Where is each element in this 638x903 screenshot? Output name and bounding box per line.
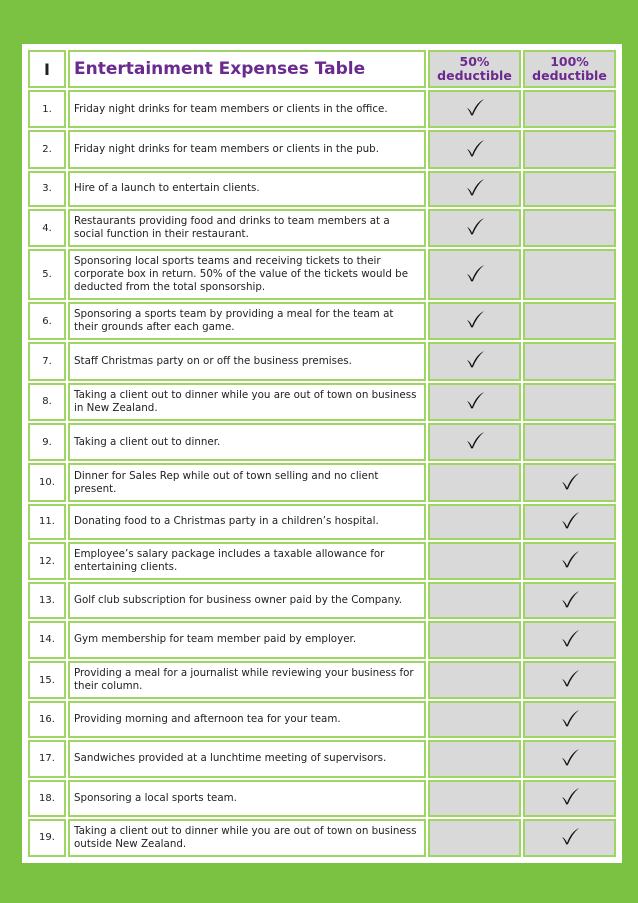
row-description: Providing morning and afternoon tea for your team. [68,701,426,737]
cell-100-deductible [523,621,616,659]
table-row [28,423,616,461]
row-description: Sponsoring local sports teams and receiving tickets to their corporate box in return. 50% of the value of the tickets would be deducted from the total sponsorship. [68,249,426,299]
table-row [28,383,616,421]
row-description: Sandwiches provided at a lunchtime meeting of supervisors. [68,740,426,778]
cell-100-deductible [523,542,616,580]
cell-50-deductible [428,249,521,299]
table-row [28,342,616,380]
cell-50-deductible [428,171,521,207]
cell-100-deductible [523,383,616,421]
cell-50-deductible [428,819,521,858]
cell-100-deductible [523,780,616,816]
row-number: 11. [28,504,66,540]
cell-50-deductible [428,423,521,461]
document-page [22,44,622,863]
row-number: 5. [28,249,66,299]
row-number: 13. [28,582,66,618]
row-number: 3. [28,171,66,207]
cell-100-deductible [523,209,616,247]
cell-50-deductible [428,740,521,778]
row-description: Gym membership for team member paid by employer. [68,621,426,659]
table-body [28,90,616,857]
checkmark-icon [464,97,486,117]
table-row [28,130,616,168]
cell-100-deductible [523,130,616,168]
cell-100-deductible [523,302,616,340]
number-column-header: I [28,50,66,88]
checkmark-icon [464,263,486,283]
cell-50-deductible [428,780,521,816]
table-row [28,701,616,737]
checkmark-icon [559,628,581,648]
cell-50-deductible [428,621,521,659]
row-number: 9. [28,423,66,461]
row-description: Taking a client out to dinner. [68,423,426,461]
table-row [28,504,616,540]
row-number: 10. [28,463,66,501]
checkmark-icon [559,826,581,846]
cell-100-deductible [523,249,616,299]
row-number: 17. [28,740,66,778]
cell-50-deductible [428,582,521,618]
table-row [28,780,616,816]
checkmark-icon [559,708,581,728]
row-description: Hire of a launch to entertain clients. [68,171,426,207]
checkmark-icon [559,549,581,569]
table-row [28,209,616,247]
row-number: 7. [28,342,66,380]
cell-100-deductible [523,740,616,778]
checkmark-icon [559,747,581,767]
checkmark-icon [559,510,581,530]
checkmark-icon [464,430,486,450]
checkmark-icon [464,390,486,410]
table-row [28,171,616,207]
cell-50-deductible [428,701,521,737]
cell-100-deductible [523,661,616,699]
row-number: 1. [28,90,66,128]
row-number: 2. [28,130,66,168]
table-row [28,249,616,299]
row-number: 4. [28,209,66,247]
table-row [28,740,616,778]
cell-100-deductible [523,582,616,618]
row-description: Sponsoring a sports team by providing a meal for the team at their grounds after each game. [68,302,426,340]
row-description: Taking a client out to dinner while you are out of town on business in New Zealand. [68,383,426,421]
row-number: 16. [28,701,66,737]
cell-50-deductible [428,542,521,580]
checkmark-icon [464,177,486,197]
row-description: Providing a meal for a journalist while reviewing your business for their column. [68,661,426,699]
cell-100-deductible [523,701,616,737]
table-row [28,819,616,858]
row-description: Donating food to a Christmas party in a children’s hospital. [68,504,426,540]
row-number: 18. [28,780,66,816]
row-description: Golf club subscription for business owner paid by the Company. [68,582,426,618]
row-description: Friday night drinks for team members or clients in the pub. [68,130,426,168]
checkmark-icon [464,216,486,236]
table-title: Entertainment Expenses Table [68,50,426,88]
cell-50-deductible [428,504,521,540]
column-header-100-deductible: 100% deductible [523,50,616,88]
checkmark-icon [559,471,581,491]
cell-100-deductible [523,342,616,380]
cell-50-deductible [428,209,521,247]
cell-50-deductible [428,90,521,128]
table-row [28,621,616,659]
cell-100-deductible [523,504,616,540]
cell-50-deductible [428,130,521,168]
table-row [28,661,616,699]
cell-50-deductible [428,463,521,501]
row-description: Dinner for Sales Rep while out of town selling and no client present. [68,463,426,501]
column-header-50-deductible: 50% deductible [428,50,521,88]
row-description: Staff Christmas party on or off the business premises. [68,342,426,380]
checkmark-icon [559,589,581,609]
row-description: Restaurants providing food and drinks to team members at a social function in their restaurant. [68,209,426,247]
entertainment-expenses-table [26,48,618,859]
row-description: Sponsoring a local sports team. [68,780,426,816]
cell-100-deductible [523,423,616,461]
row-number: 14. [28,621,66,659]
table-row [28,463,616,501]
cell-100-deductible [523,819,616,858]
row-number: 19. [28,819,66,858]
row-description: Taking a client out to dinner while you are out of town on business outside New Zealand. [68,819,426,858]
checkmark-icon [464,138,486,158]
table-row [28,302,616,340]
table-header-row [28,50,616,88]
row-number: 6. [28,302,66,340]
checkmark-icon [559,668,581,688]
cell-50-deductible [428,302,521,340]
table-row [28,542,616,580]
checkmark-icon [464,309,486,329]
cell-100-deductible [523,90,616,128]
table-row [28,582,616,618]
cell-50-deductible [428,383,521,421]
row-number: 8. [28,383,66,421]
row-description: Employee’s salary package includes a taxable allowance for entertaining clients. [68,542,426,580]
checkmark-icon [559,786,581,806]
cell-50-deductible [428,661,521,699]
cell-100-deductible [523,171,616,207]
row-description: Friday night drinks for team members or clients in the office. [68,90,426,128]
cell-100-deductible [523,463,616,501]
row-number: 12. [28,542,66,580]
cell-50-deductible [428,342,521,380]
row-number: 15. [28,661,66,699]
table-row [28,90,616,128]
checkmark-icon [464,349,486,369]
